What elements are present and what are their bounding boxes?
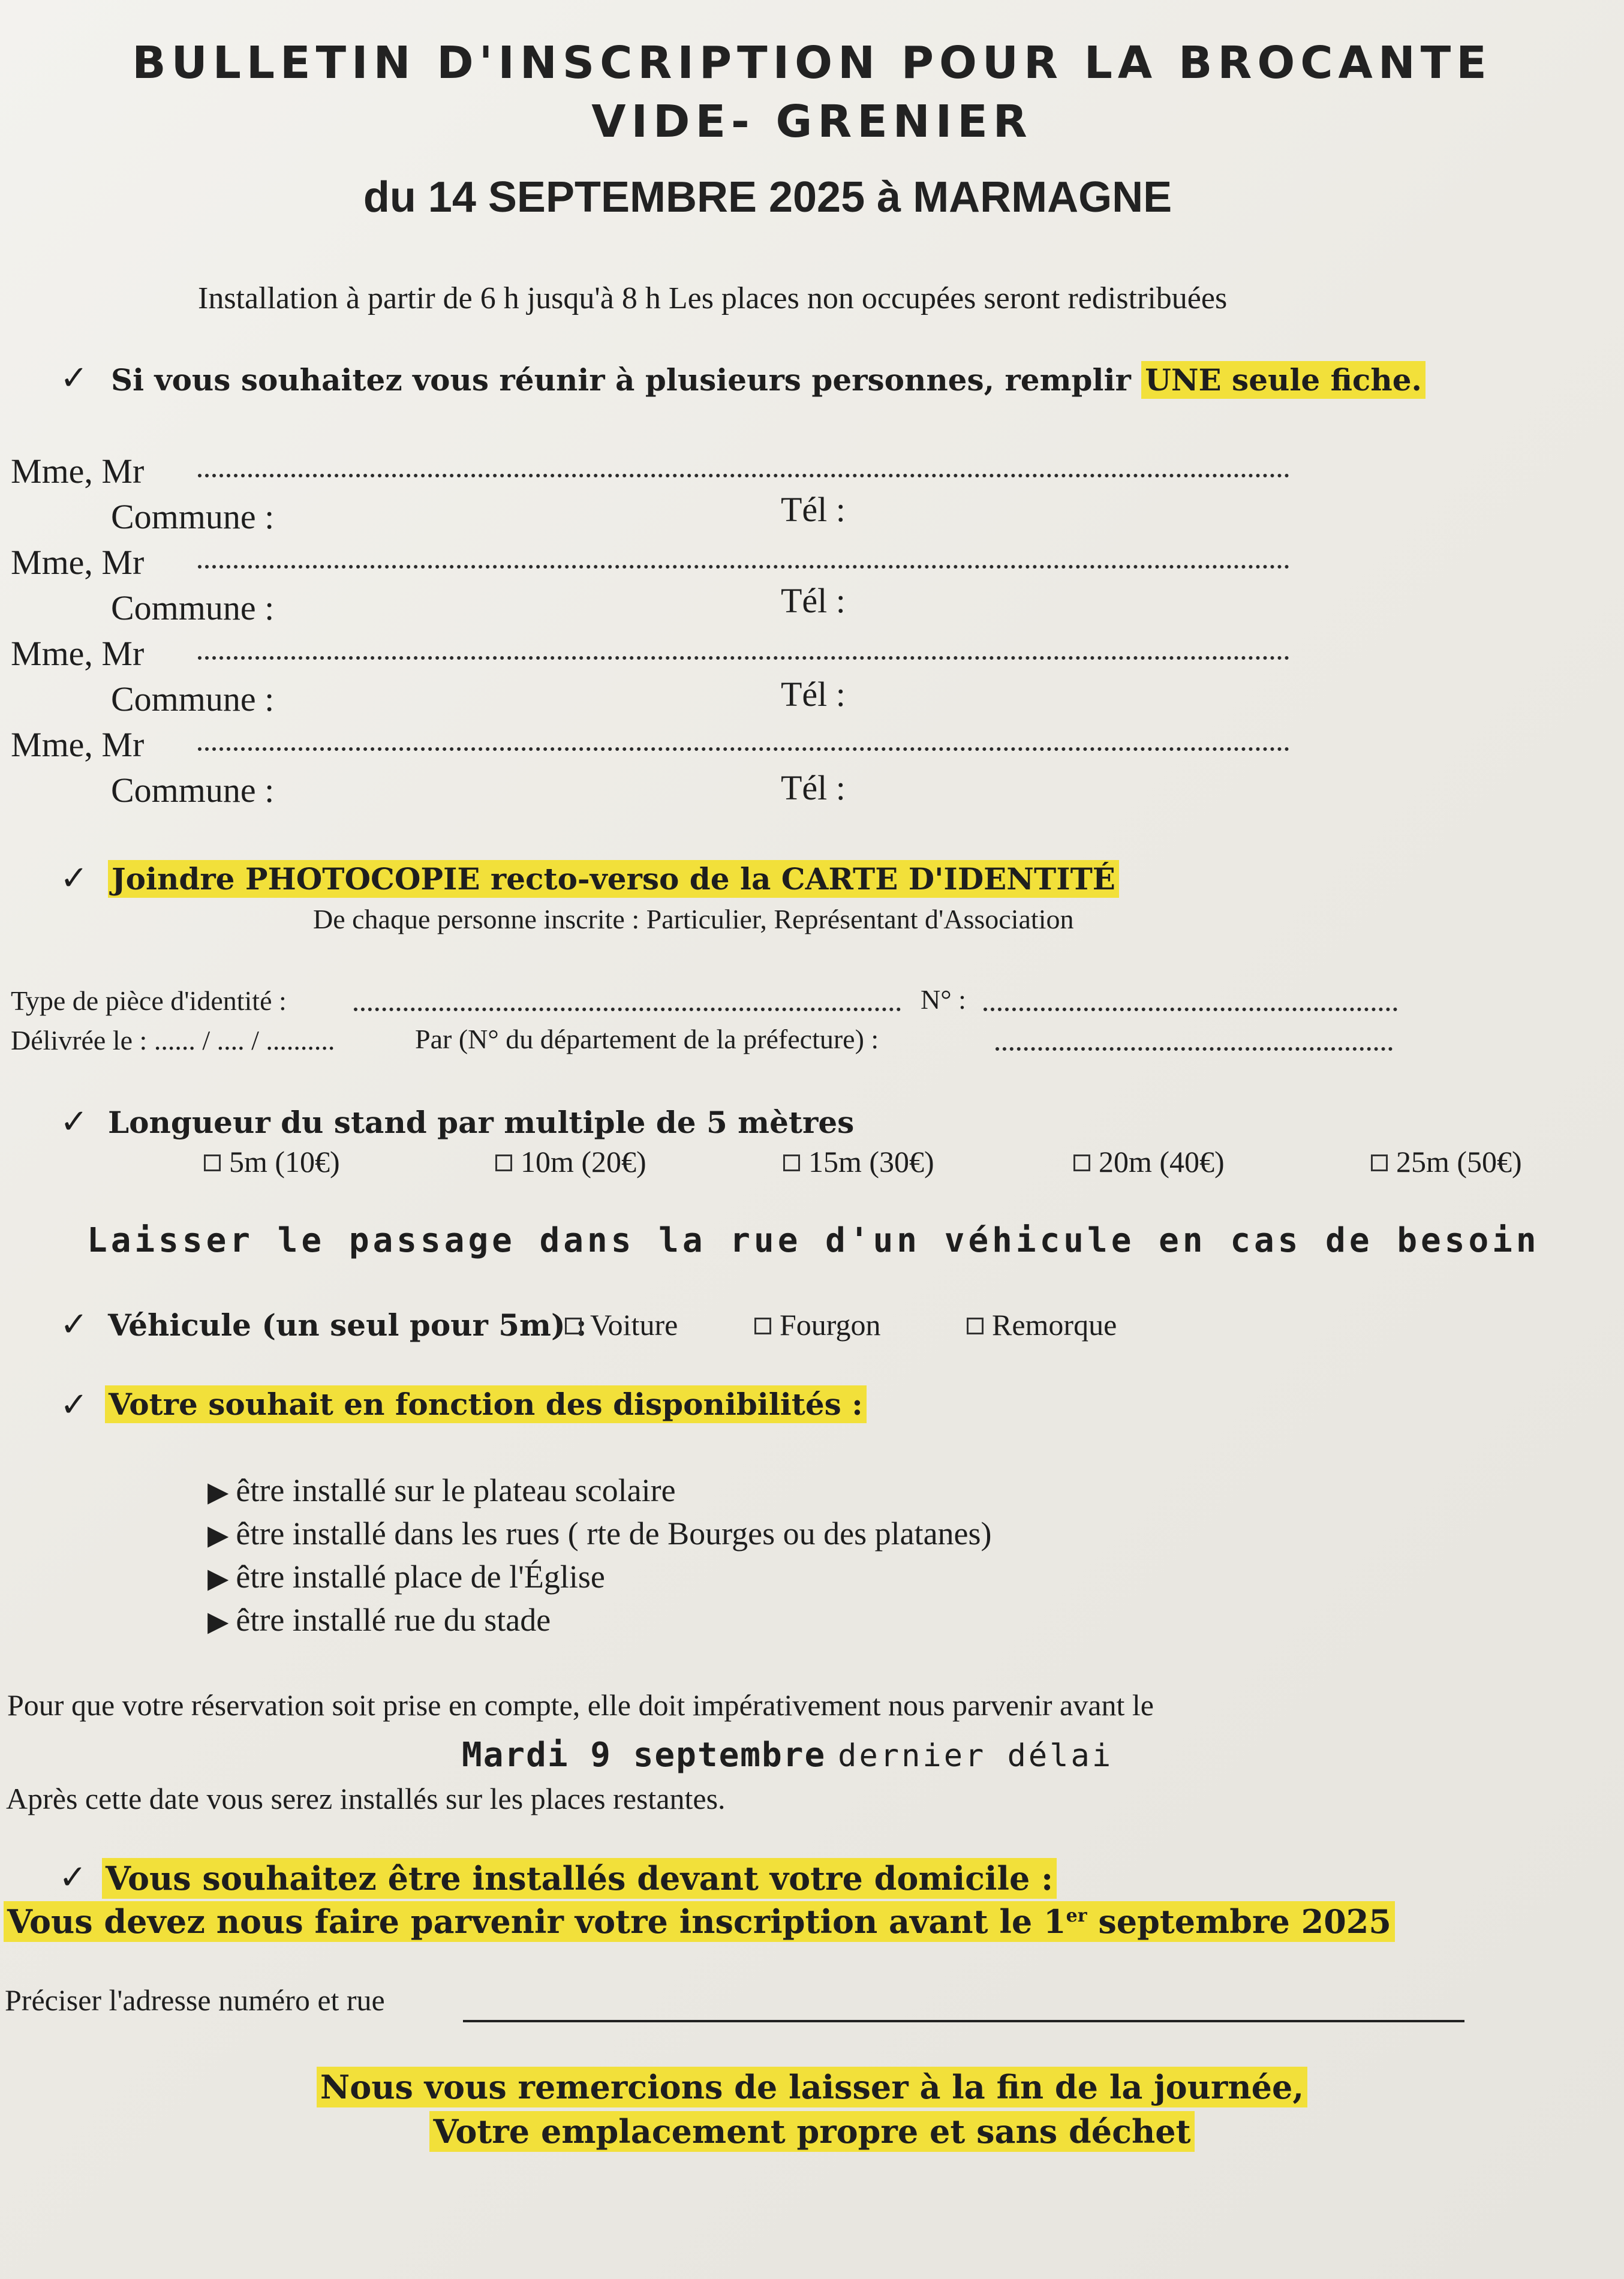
- checkbox-icon: [1371, 1154, 1388, 1171]
- participant-name-field[interactable]: [198, 656, 1289, 660]
- triangle-bullet-icon: ▶: [207, 1520, 229, 1550]
- id-prefecture-field[interactable]: [996, 1047, 1393, 1051]
- address-field[interactable]: [463, 2020, 1464, 2022]
- id-type-label: Type de pièce d'identité :: [11, 985, 287, 1016]
- stand-length-heading: Longueur du stand par multiple de 5 mètres: [108, 1105, 855, 1140]
- home-notice: [4, 1902, 1395, 1941]
- stand-option-label: 5m (10€): [229, 1145, 340, 1178]
- id-photocopy-subtext: De chaque personne inscrite : Particulier, Représentant d'Association: [313, 904, 1074, 934]
- triangle-bullet-icon: ▶: [207, 1563, 229, 1594]
- participant-commune-label: Commune :: [111, 497, 275, 536]
- participant-commune-label: Commune :: [111, 680, 275, 718]
- deadline-date: [462, 1736, 1113, 1775]
- participant-name-label: Mme, Mr: [11, 452, 145, 491]
- form-title-line2: VIDE- GRENIER: [591, 96, 1033, 148]
- wish-option-label: être installé sur le plateau scolaire: [236, 1472, 676, 1508]
- id-type-field[interactable]: [354, 1008, 901, 1011]
- check-mark-icon: ✓: [60, 1387, 88, 1424]
- installation-intro: Installation à partir de 6 h jusqu'à 8 h Les places non occupées seront redistribuées: [198, 281, 1228, 315]
- participant-name-label: Mme, Mr: [11, 634, 145, 673]
- participant-tel-label: Tél :: [781, 768, 846, 807]
- wishes-heading: [105, 1387, 867, 1422]
- check-mark-icon: ✓: [60, 1104, 88, 1141]
- wishes-heading-text: Votre souhait en fonction des disponibilités :: [105, 1385, 867, 1423]
- id-number-label: N° :: [921, 984, 966, 1015]
- stand-option-label: 10m (20€): [521, 1145, 646, 1178]
- checkbox-icon: [754, 1318, 771, 1334]
- vehicle-option-fourgon[interactable]: [754, 1307, 881, 1342]
- participant-name-field[interactable]: [198, 474, 1289, 477]
- group-notice-highlight: UNE seule fiche.: [1141, 361, 1425, 399]
- participant-name-label: Mme, Mr: [11, 543, 145, 582]
- stand-option-20m[interactable]: [1073, 1144, 1225, 1179]
- checkbox-icon: [565, 1318, 582, 1334]
- group-notice-text: Si vous souhaitez vous réunir à plusieurs personnes, remplir: [111, 362, 1142, 398]
- closing-line1: [0, 2068, 1624, 2106]
- event-date-line: du 14 SEPTEMBRE 2025 à MARMAGNE: [363, 173, 1172, 221]
- participant-tel-label: Tél :: [781, 581, 846, 620]
- id-prefecture-label: Par (N° du département de la préfecture) :: [415, 1024, 879, 1054]
- vehicle-option-remorque[interactable]: [967, 1307, 1117, 1342]
- wish-option-plateau[interactable]: [207, 1472, 676, 1509]
- participant-tel-label: Tél :: [781, 675, 846, 714]
- triangle-bullet-icon: ▶: [207, 1606, 229, 1637]
- vehicle-option-label: Fourgon: [780, 1308, 881, 1342]
- passage-notice: Laisser le passage dans la rue d'un véhicule en cas de besoin: [87, 1221, 1540, 1260]
- deadline-line3: Après cette date vous serez installés sur les places restantes.: [6, 1782, 726, 1815]
- vehicle-option-voiture[interactable]: [565, 1307, 678, 1342]
- home-notice-text: [4, 1901, 1395, 1942]
- group-notice: [111, 362, 1425, 398]
- checkbox-icon: [1073, 1154, 1090, 1171]
- home-notice-prefix: Vous devez nous faire parvenir votre inscription avant le 1: [7, 1902, 1066, 1941]
- wish-option-stade[interactable]: [207, 1601, 551, 1638]
- checkbox-icon: [495, 1154, 512, 1171]
- wish-option-eglise[interactable]: [207, 1558, 605, 1595]
- stand-option-15m[interactable]: [783, 1144, 934, 1179]
- deadline-date-strong: Mardi 9 septembre: [462, 1736, 826, 1775]
- address-label: Préciser l'adresse numéro et rue: [5, 1983, 385, 2017]
- wish-option-rues[interactable]: [207, 1515, 992, 1552]
- wish-option-label: être installé rue du stade: [236, 1602, 551, 1638]
- check-mark-icon: ✓: [60, 360, 88, 397]
- participant-commune-label: Commune :: [111, 771, 275, 810]
- stand-option-10m[interactable]: [495, 1144, 646, 1179]
- vehicle-option-label: Voiture: [590, 1308, 678, 1342]
- check-mark-icon: ✓: [60, 1306, 88, 1343]
- checkbox-icon: [967, 1318, 984, 1334]
- participant-name-field[interactable]: [198, 565, 1289, 569]
- id-photocopy-heading-text: Joindre PHOTOCOPIE recto-verso de la CARTE D'IDENTITÉ: [108, 860, 1119, 898]
- home-notice-suffix: septembre 2025: [1087, 1902, 1391, 1941]
- checkbox-icon: [204, 1154, 221, 1171]
- vehicle-option-label: Remorque: [992, 1308, 1117, 1342]
- vehicle-label: Véhicule (un seul pour 5m) :: [108, 1307, 587, 1343]
- check-mark-icon: ✓: [60, 860, 88, 897]
- triangle-bullet-icon: ▶: [207, 1477, 229, 1507]
- id-photocopy-heading: [108, 861, 1119, 897]
- wish-option-label: être installé dans les rues ( rte de Bourges ou des platanes): [236, 1516, 992, 1552]
- wish-option-label: être installé place de l'Église: [236, 1559, 605, 1595]
- closing-line2: [0, 2112, 1624, 2151]
- participant-name-field[interactable]: [198, 747, 1289, 751]
- home-heading: [102, 1859, 1057, 1898]
- stand-option-25m[interactable]: [1371, 1144, 1522, 1179]
- participant-commune-label: Commune :: [111, 588, 275, 627]
- home-notice-sup: er: [1066, 1905, 1087, 1926]
- deadline-date-rest: dernier délai: [838, 1738, 1114, 1774]
- stand-option-label: 20m (40€): [1099, 1145, 1225, 1178]
- id-number-field[interactable]: [984, 1008, 1397, 1011]
- participant-name-label: Mme, Mr: [11, 725, 145, 764]
- home-heading-text: Vous souhaitez être installés devant votre domicile :: [102, 1858, 1057, 1899]
- check-mark-icon: ✓: [59, 1859, 87, 1896]
- id-delivered-label: Délivrée le : ...... / .... / ..........: [11, 1025, 335, 1056]
- closing-line1-text: Nous vous remercions de laisser à la fin de la journée,: [317, 2067, 1307, 2107]
- participant-tel-label: Tél :: [781, 490, 846, 529]
- form-title-line1: BULLETIN D'INSCRIPTION POUR LA BROCANTE: [132, 37, 1492, 89]
- closing-line2-text: Votre emplacement propre et sans déchet: [429, 2111, 1194, 2152]
- stand-option-label: 15m (30€): [808, 1145, 934, 1178]
- deadline-line1: Pour que votre réservation soit prise en compte, elle doit impérativement nous parvenir avant le: [7, 1688, 1154, 1722]
- stand-option-5m[interactable]: [204, 1144, 340, 1179]
- stand-option-label: 25m (50€): [1396, 1145, 1522, 1178]
- checkbox-icon: [783, 1154, 800, 1171]
